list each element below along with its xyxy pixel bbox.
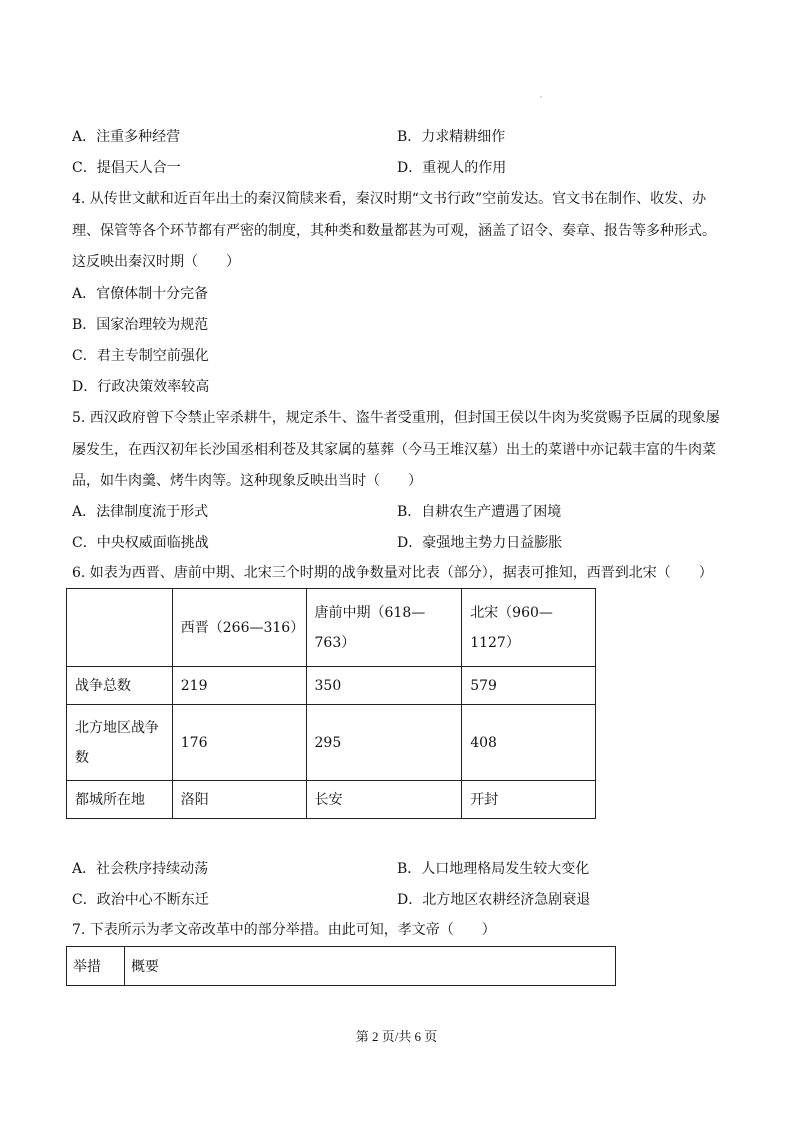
table-header-cell: 北宋（960—1127）: [462, 589, 596, 667]
table-header-cell: [67, 589, 173, 667]
table-cell: 洛阳: [172, 781, 306, 819]
table-row: [67, 667, 596, 705]
q3-option-a[interactable]: A．注重多种经营: [72, 129, 181, 145]
q6-option-b[interactable]: B．人口地理格局发生较大变化: [397, 861, 590, 877]
q4-stem-line-2: 理、保管等各个环节都有严密的制度，其种类和数量都甚为可观，涵盖了诏令、奏章、报告等多种形式。: [72, 223, 716, 239]
table-header-cell: 唐前中期（618—763）: [306, 589, 462, 667]
q5-option-c[interactable]: C．中央权威面临挑战: [72, 535, 209, 551]
table-header-row: [67, 589, 596, 667]
q3-option-d[interactable]: D．重视人的作用: [397, 160, 507, 176]
q3-option-b[interactable]: B．力求精耕细作: [397, 129, 506, 145]
table-cell: 北方地区战争数: [67, 705, 173, 781]
q6-stem: 6. 如表为西晋、唐前中期、北宋三个时期的战争数量对比表（部分），据表可推知，西晋到北宋（ ）: [72, 565, 713, 581]
reform-measures-table: [66, 946, 616, 986]
q5-option-a[interactable]: A．法律制度流于形式: [72, 504, 209, 520]
q5-stem-line-2: 屡发生，在西汉初年长沙国丞相利苍及其家属的墓葬（今马王堆汉墓）出土的菜谱中亦记载丰富的牛肉菜: [72, 442, 716, 458]
table-cell: 295: [306, 705, 462, 781]
table-cell: 176: [172, 705, 306, 781]
q6-option-c[interactable]: C．政治中心不断东迁: [72, 892, 209, 908]
q4-stem-line-1: 4. 从传世文献和近百年出土的秦汉简牍来看，秦汉时期“文书行政”空前发达。官文书在制作、收发、办: [72, 191, 707, 207]
q6-option-a[interactable]: A．社会秩序持续动荡: [72, 861, 209, 877]
q4-option-d[interactable]: D．行政决策效率较高: [72, 379, 210, 395]
table-row: [67, 781, 596, 819]
q5-stem-line-3: 品，如牛肉羹、烤牛肉等。这种现象反映出当时（ ）: [72, 473, 422, 489]
scan-speck: [540, 96, 542, 98]
q4-option-b[interactable]: B．国家治理较为规范: [72, 317, 209, 333]
table-header-cell: 举措: [67, 947, 125, 986]
table-cell: 长安: [306, 781, 462, 819]
page-number: 第 2 页/共 6 页: [355, 1029, 438, 1044]
q5-option-d[interactable]: D．豪强地主势力日益膨胀: [397, 535, 563, 551]
table-row: [67, 705, 596, 781]
q4-stem-line-3: 这反映出秦汉时期（ ）: [72, 254, 240, 270]
table-header-cell: 西晋（266—316）: [172, 589, 306, 667]
table-cell: 579: [462, 667, 596, 705]
q4-option-a[interactable]: A．官僚体制十分完备: [72, 286, 209, 302]
q4-option-c[interactable]: C．君主专制空前强化: [72, 348, 209, 364]
table-cell: 350: [306, 667, 462, 705]
table-header-row: [67, 947, 616, 986]
q5-stem-line-1: 5. 西汉政府曾下令禁止宰杀耕牛，规定杀牛、盗牛者受重刑，但封国王侯以牛肉为奖赏赐予臣属的现象屡: [72, 410, 720, 426]
q6-option-d[interactable]: D．北方地区农耕经济急剧衰退: [397, 892, 591, 908]
table-cell: 战争总数: [67, 667, 173, 705]
table-cell: 开封: [462, 781, 596, 819]
table-cell: 都城所在地: [67, 781, 173, 819]
table-cell: 219: [172, 667, 306, 705]
table-cell: 408: [462, 705, 596, 781]
war-comparison-table: [66, 588, 596, 819]
q3-option-c[interactable]: C．提倡天人合一: [72, 160, 181, 176]
q5-option-b[interactable]: B．自耕农生产遭遇了困境: [397, 504, 562, 520]
table-header-cell: 概要: [124, 947, 615, 986]
q7-stem: 7. 下表所示为孝文帝改革中的部分举措。由此可知，孝文帝（ ）: [72, 922, 496, 938]
